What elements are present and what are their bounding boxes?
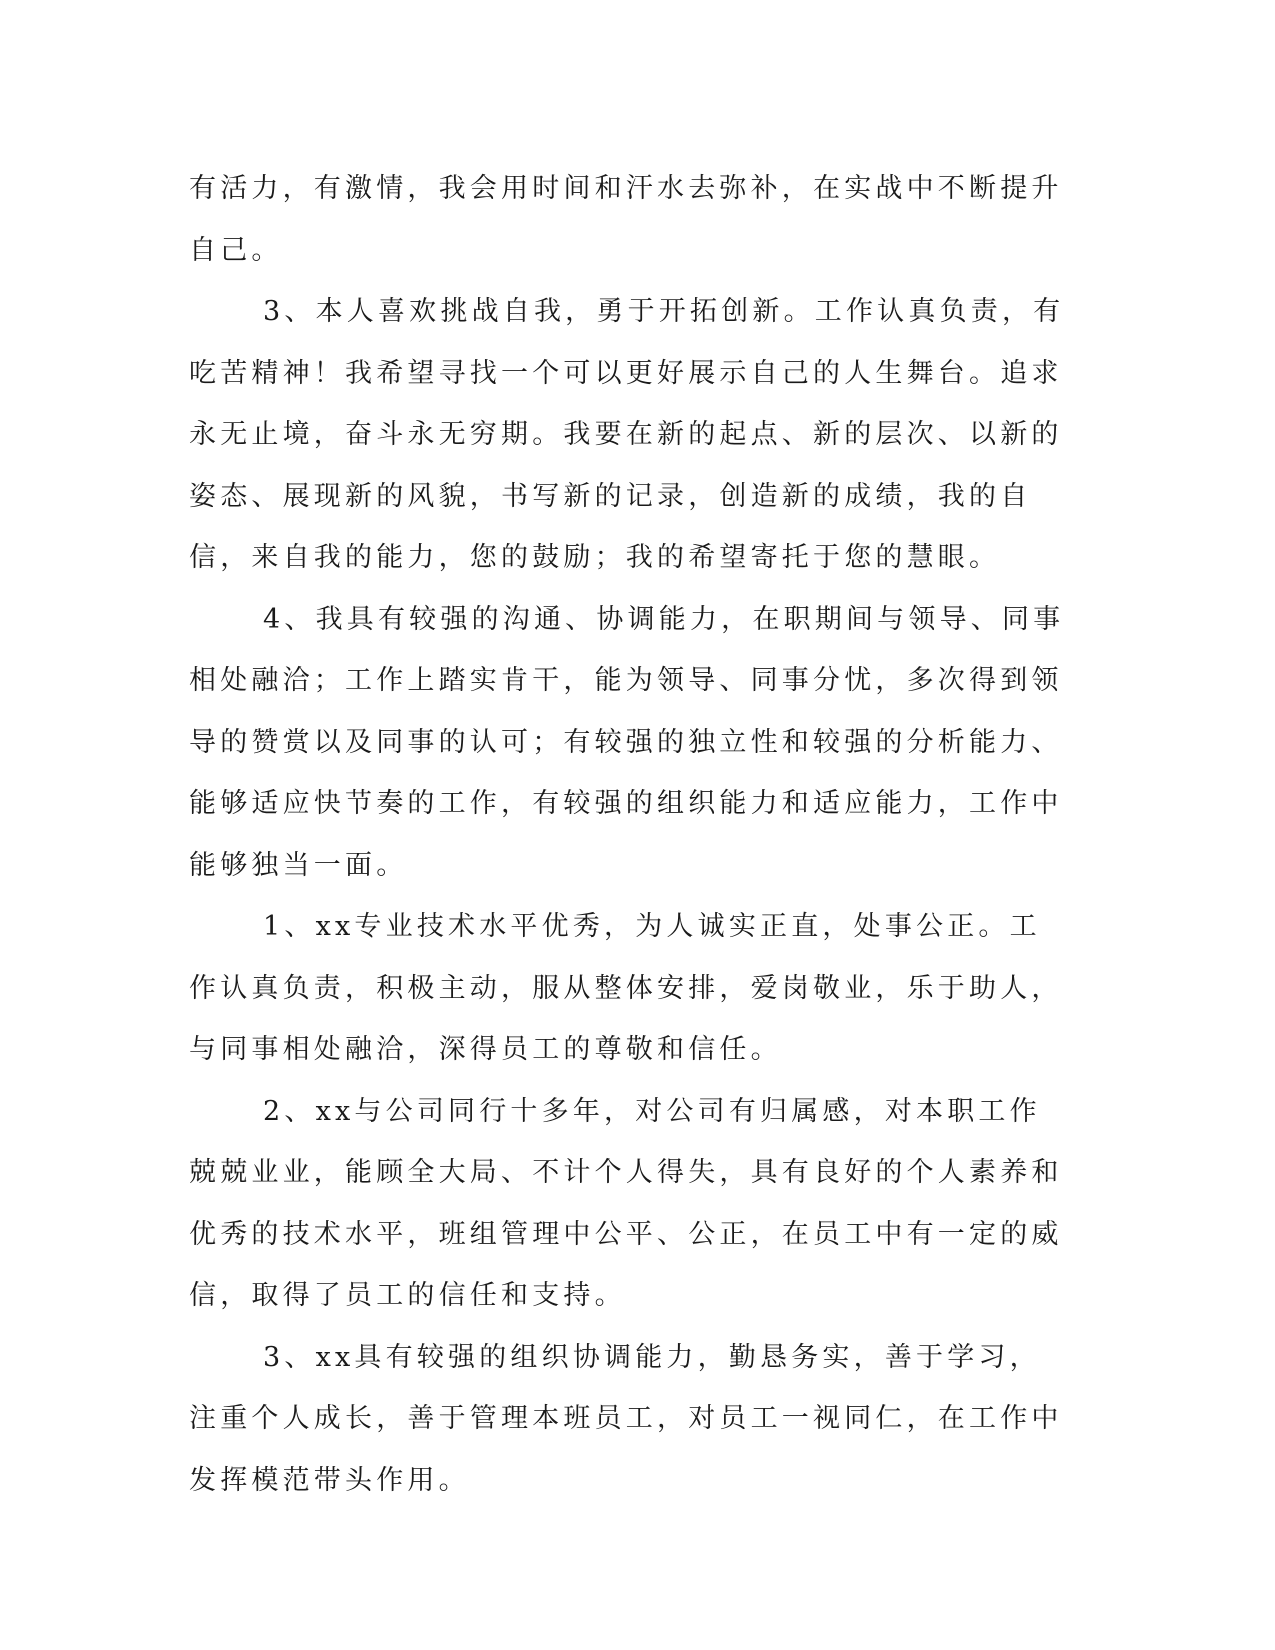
paragraph-self-challenge: 3、本人喜欢挑战自我，勇于开拓创新。工作认真负责，有吃苦精神！我希望寻找一个可以更好展示自己的人生舞台。追求永无止境，奋斗永无穷期。我要在新的起点、新的层次、以新的姿态、展现新的风貌，书写新的记录，创造新的成绩，我的自信，来自我的能力，您的鼓励；我的希望寄托于您的慧眼。 <box>189 296 1065 573</box>
paragraph-organization: 3、xx具有较强的组织协调能力，勤恳务实，善于学习，注重个人成长，善于管理本班员工，对员工一视同仁，在工作中发挥模范带头作用。 <box>189 1341 1063 1496</box>
paragraph-continuation: 有活力，有激情，我会用时间和汗水去弥补，在实战中不断提升自己。 <box>189 173 1063 266</box>
paragraph-company-loyalty: 2、xx与公司同行十多年，对公司有归属感，对本职工作兢兢业业，能顾全大局、不计个人得失，具有良好的个人素养和优秀的技术水平，班组管理中公平、公正，在员工中有一定的威信，取得了员工的信任和支持。 <box>189 1095 1063 1311</box>
document-body <box>189 158 1069 1511</box>
paragraph-communication: 4、我具有较强的沟通、协调能力，在职期间与领导、同事相处融洽；工作上踏实肯干，能为领导、同事分忧，多次得到领导的赞赏以及同事的认可；有较强的独立性和较强的分析能力、能够适应快节奏的工作，有较强的组织能力和适应能力，工作中能够独当一面。 <box>189 603 1065 881</box>
paragraph-professional-skill: 1、xx专业技术水平优秀，为人诚实正直，处事公正。工作认真负责，积极主动，服从整体安排，爱岗敬业，乐于助人，与同事相处融洽，深得员工的尊敬和信任。 <box>189 911 1063 1065</box>
